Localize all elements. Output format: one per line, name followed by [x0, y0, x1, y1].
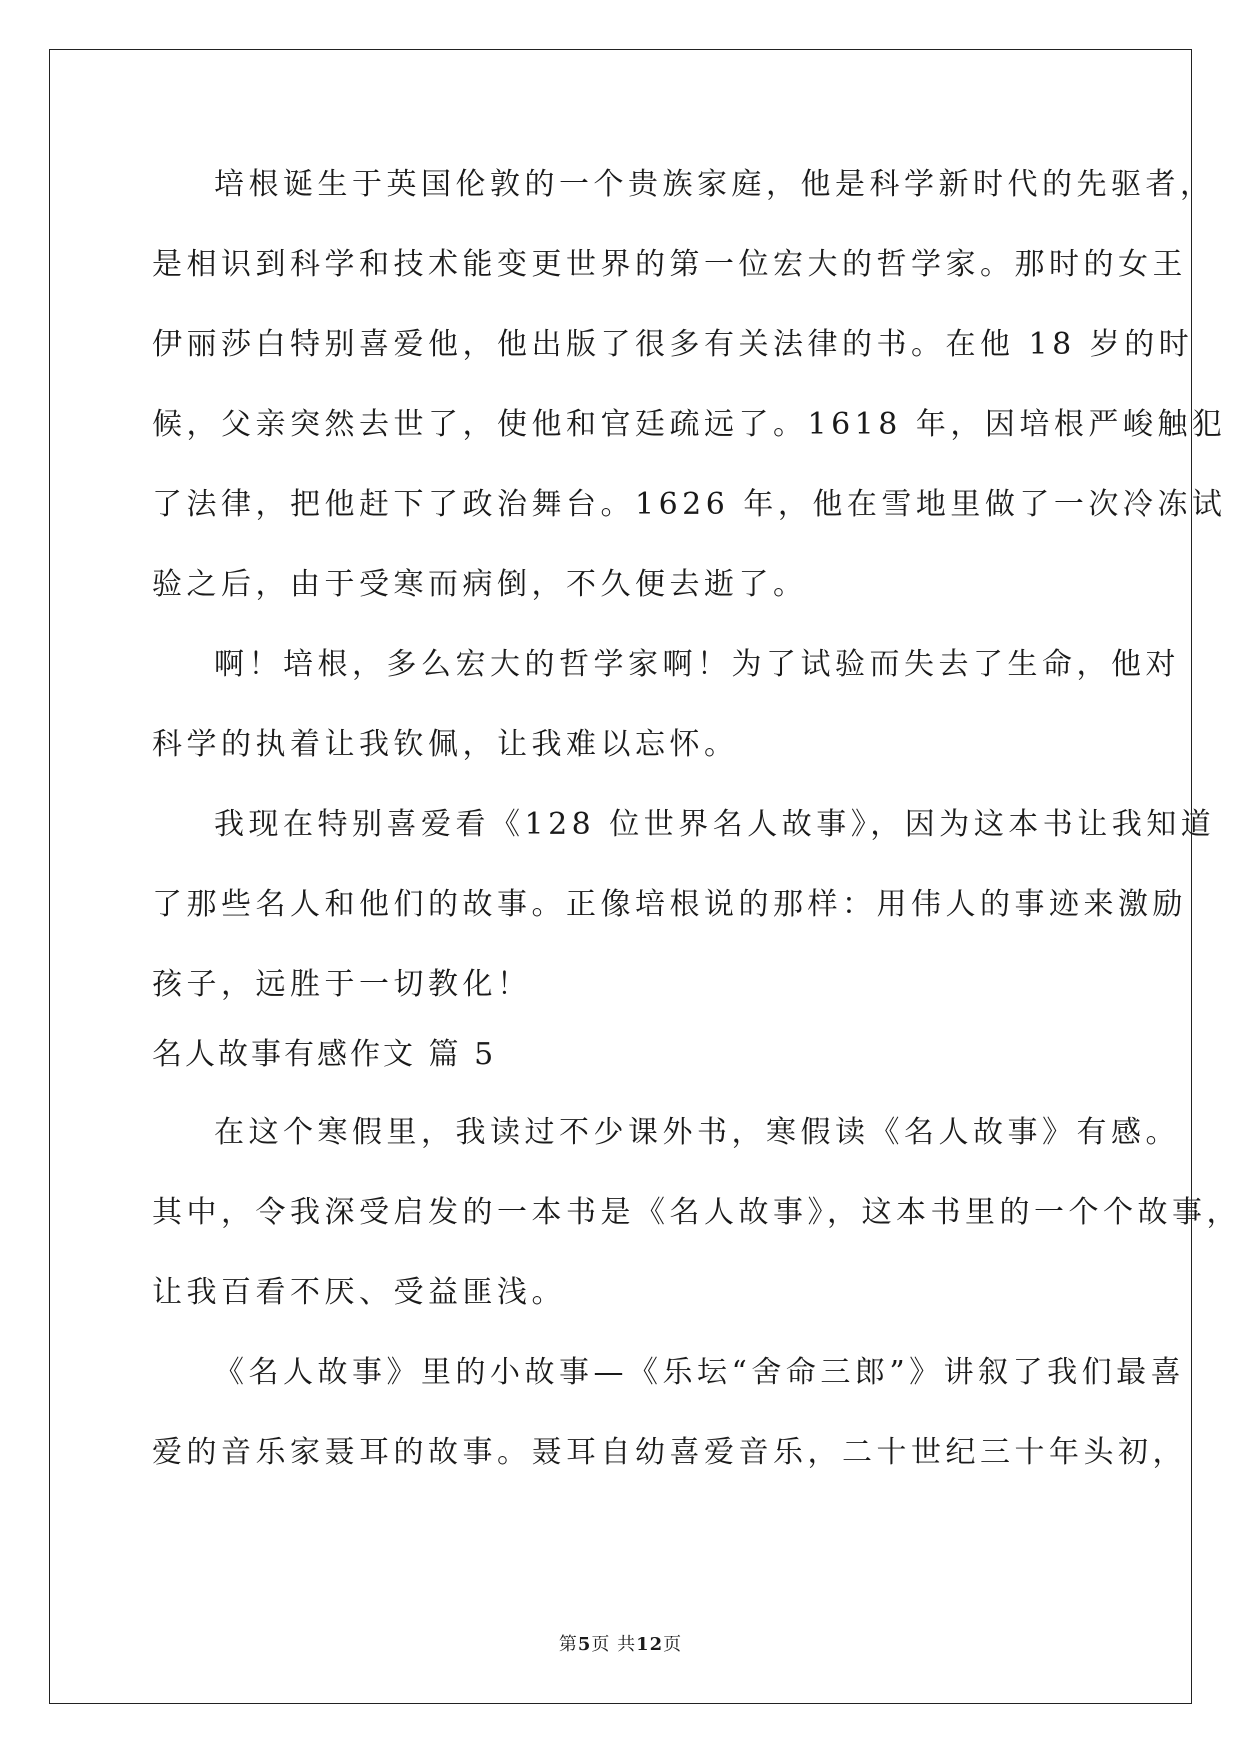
- section-heading: 名人故事有感作文 篇 5: [152, 1037, 497, 1072]
- paragraph-line: 在这个寒假里，我读过不少课外书，寒假读《名人故事》有感。: [214, 1115, 1180, 1150]
- page-footer: [0, 1630, 1241, 1656]
- paragraph-line: 候，父亲突然去世了，使他和官廷疏远了。1618 年，因培根严峻触犯: [152, 407, 1227, 442]
- page-label-suffix: 页: [663, 1634, 683, 1655]
- paragraph-line: 是相识到科学和技术能变更世界的第一位宏大的哲学家。那时的女王: [152, 247, 1187, 282]
- paragraph-line: 其中，令我深受启发的一本书是《名人故事》，这本书里的一个个故事，: [152, 1195, 1241, 1230]
- page-current-number: 5: [577, 1634, 592, 1655]
- page-label-prefix: 第: [558, 1634, 578, 1655]
- paragraph-line: 科学的执着让我钦佩，让我难以忘怀。: [152, 727, 739, 762]
- paragraph-line: 了那些名人和他们的故事。正像培根说的那样：用伟人的事迹来激励: [152, 887, 1187, 922]
- paragraph-line: 验之后，由于受寒而病倒，不久便去逝了。: [152, 567, 808, 602]
- paragraph-line: 我现在特别喜爱看《128 位世界名人故事》，因为这本书让我知道: [214, 807, 1216, 842]
- paragraph-line: 培根诞生于英国伦敦的一个贵族家庭，他是科学新时代的先驱者，: [214, 167, 1215, 202]
- paragraph-line: 《名人故事》里的小故事—《乐坛“舍命三郎”》讲叙了我们最喜: [214, 1355, 1186, 1390]
- paragraph-line: 了法律，把他赶下了政治舞台。1626 年，他在雪地里做了一次冷冻试: [152, 487, 1227, 522]
- paragraph-line: 爱的音乐家聂耳的故事。聂耳自幼喜爱音乐，二十世纪三十年头初，: [152, 1435, 1187, 1470]
- page-label-mid: 页 共: [591, 1634, 637, 1655]
- paragraph-line: 伊丽莎白特别喜爱他，他出版了很多有关法律的书。在他 18 岁的时: [152, 327, 1194, 362]
- paragraph-line: 孩子，远胜于一切教化！: [152, 967, 532, 1002]
- paragraph-line: 让我百看不厌、受益匪浅。: [152, 1275, 566, 1310]
- paragraph-line: 啊！培根，多么宏大的哲学家啊！为了试验而失去了生命，他对: [214, 647, 1180, 682]
- page-total-number: 12: [636, 1634, 664, 1655]
